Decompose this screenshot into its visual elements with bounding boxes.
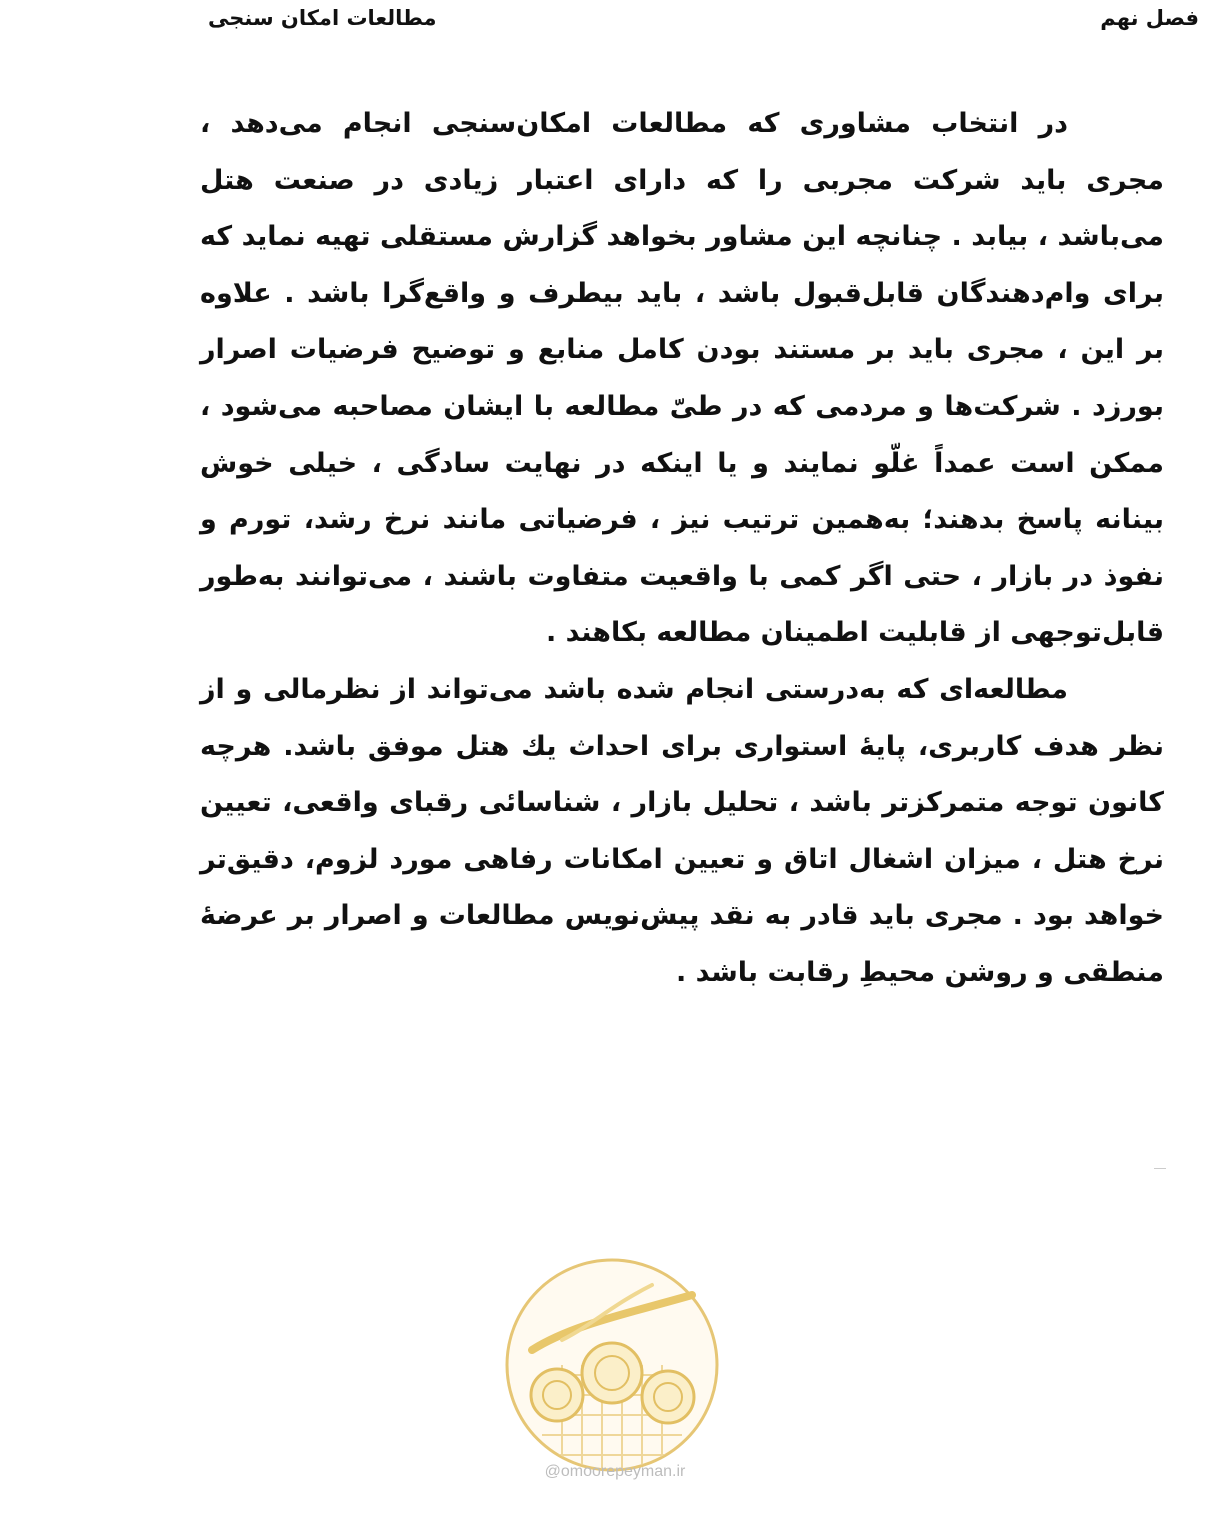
page-mark <box>1154 1168 1166 1169</box>
chapter-title: فصل نهم <box>1100 6 1199 30</box>
watermark-site: @omoorepeyman.ir <box>544 1463 686 1480</box>
page-body <box>200 96 1164 1002</box>
paragraph-2: مطالعه‌ای که به‌درستی انجام شده باشد می‌تواند از نظرمالی و از نظر هدف کاربری، پایهٔ استواری برای احداث یك هتل موفق باشد. هرچه کانون توجه متمرکزتر باشد ، تحلیل بازار ، شناسائی رقبای واقعی، تعیین نرخ هتل ، میزان اشغال اتاق و تعیین امکانات رفاهی مورد لزوم، دقیق‌تر خواهد بود . مجری باید قادر به نقد پیش‌نویس مطالعات و اصرار بر عرضهٔ منطقی و روشن محیطِ رقابت باشد . <box>200 673 1164 988</box>
paragraph-1: در انتخاب مشاوری که مطالعات امکان‌سنجی انجام می‌دهد ، مجری باید شرکت مجربی را که دارای اعتبار زیادی در صنعت هتل می‌باشد ، بیابد . چنانچه این مشاور بخواهد گزارش مستقلی تهیه نماید که برای وام‌دهندگان قابل‌قبول باشد ، باید بیطرف و واقع‌گرا باشد . علاوه بر این ، مجری باید بر مستند بودن کامل منابع و توضیح فرضیات اصرار بورزد . شرکت‌ها و مردمی که در طیّ مطالعه با ایشان مصاحبه می‌شود ، ممکن است عمداً غلّو نمایند و یا اینکه در نهایت سادگی ، خیلی خوش بینانه پاسخ بدهند؛ به‌همین ترتیب نیز ، فرضیاتی مانند نرخ رشد، تورم و نفوذ در بازار ، حتی اگر کمی با واقعیت متفاوت باشند ، می‌توانند به‌طور قابل‌توجهی از قابلیت اطمینان مطالعه بکاهند . <box>200 108 1164 649</box>
publisher-seal-icon <box>502 1255 722 1475</box>
section-title: مطالعات امکان سنجی <box>208 6 437 30</box>
